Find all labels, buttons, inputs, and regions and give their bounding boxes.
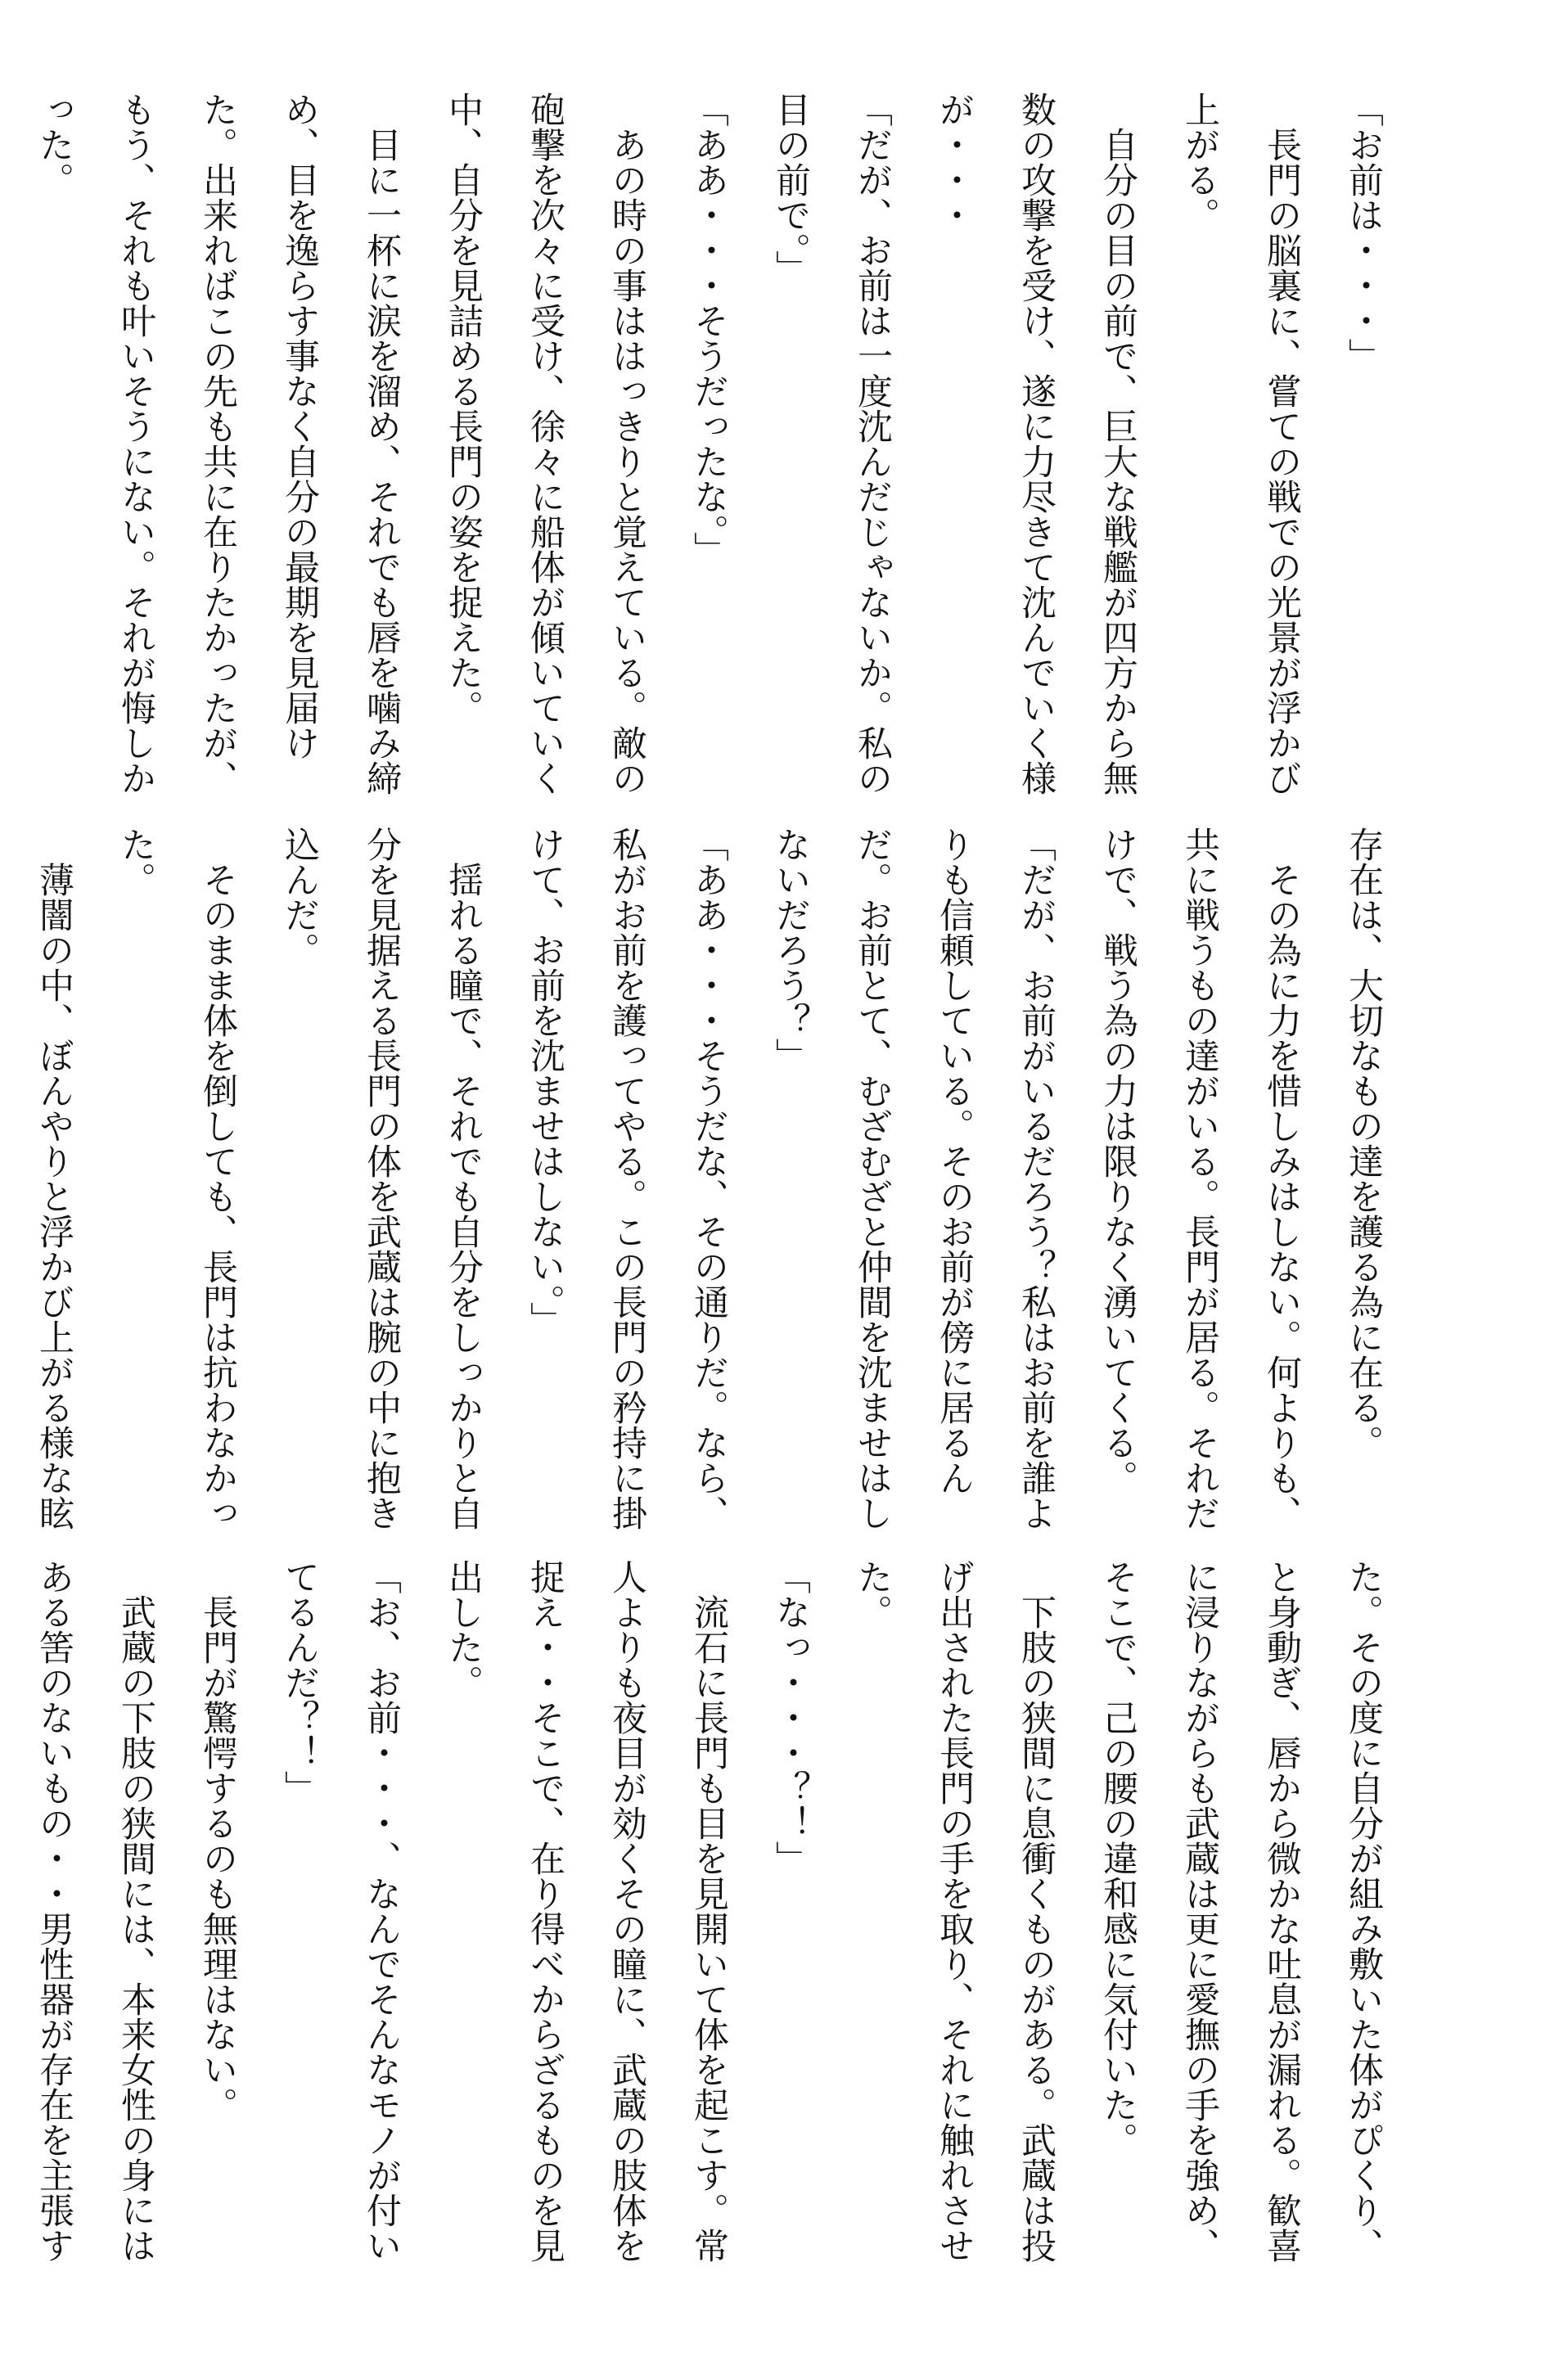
paragraph: 下肢の狭間に息衝くものがある。武蔵は投げ出された長門の手を取り、それに触れさせた。 <box>852 1559 1057 2263</box>
paragraph: 目に一杯に涙を溜め、それでも唇を噛み締め、目を逸らす事なく自分の最期を見届けた。出来ればこの先も共に在りたかったが、もう、それも叶いそうにない。それが悔しかった。 <box>34 92 402 795</box>
text-tier-top <box>34 92 1404 795</box>
paragraph: 「だが、お前は一度沈んだじゃないか。私の目の前で。」 <box>770 92 893 795</box>
paragraph: 揺れる瞳で、それでも自分をしっかりと自分を見据える長門の体を武蔵は腕の中に抱き込んだ。 <box>279 827 484 1530</box>
paragraph: 長門の脳裏に、嘗ての戦での光景が浮かび上がる。 <box>1179 92 1302 795</box>
paragraph: 武蔵の下肢の狭間には、本来女性の身にはある筈のないもの・・男性器が存在を主張す <box>34 1559 156 2263</box>
paragraph: 流石に長門も目を見開いて体を起こす。常人よりも夜目が効くその瞳に、武蔵の肢体を捉え・・そこで、在り得べからざるものを見出した。 <box>443 1559 729 2263</box>
paragraph: 薄闇の中、ぼんやりと浮かび上がる様な眩 <box>34 862 74 1530</box>
paragraph: 「だが、お前がいるだろう？私はお前を誰よりも信頼している。そのお前が傍に居るんだ。お前とて、むざむざと仲間を沈ませはしないだろう？」 <box>770 827 1057 1530</box>
paragraph <box>0 92 13 795</box>
text-tier-middle <box>34 827 1404 1530</box>
paragraph: 「お前は・・・」 <box>1343 92 1384 373</box>
paragraph: そのまま体を倒しても、長門は抗わなかった。 <box>115 827 238 1530</box>
paragraph: 長門が驚愕するのも無理はない。 <box>197 1594 238 2122</box>
paragraph: 「なっ・・・？！」 <box>770 1559 811 1876</box>
paragraph: 「ああ・・・そうだったな。」 <box>688 92 729 567</box>
paragraph: た。その度に自分が組み敷いた体がぴくり、と身動ぎ、唇から微かな吐息が漏れる。歓喜に浸りながらも武蔵は更に愛撫の手を強め、そこで、己の腰の違和感に気付いた。 <box>1097 1559 1384 2263</box>
paragraph: 「お、お前・・・、なんでそんなモノが付いてるんだ？！」 <box>279 1559 402 2263</box>
paragraph: 存在は、大切なもの達を護る為に在る。 <box>1343 827 1384 1460</box>
paragraph: あの時の事ははっきりと覚えている。敵の砲撃を次々に受け、徐々に船体が傾いていく中、自分を見詰める長門の姿を捉えた。 <box>443 92 647 795</box>
paragraph: その為に力を惜しみはしない。何よりも、共に戦うもの達がいる。長門が居る。それだけで、戦う為の力は限りなく湧いてくる。 <box>1097 827 1302 1530</box>
paragraph: 自分の目の前で、巨大な戦艦が四方から無数の攻撃を受け、遂に力尽きて沈んでいく様が・・・ <box>934 92 1138 795</box>
paragraph: 「ああ・・・そうだな、その通りだ。なら、私がお前を護ってやる。この長門の矜持に掛けて、お前を沈ませはしない。」 <box>525 827 729 1530</box>
text-tier-bottom <box>34 1559 1404 2263</box>
